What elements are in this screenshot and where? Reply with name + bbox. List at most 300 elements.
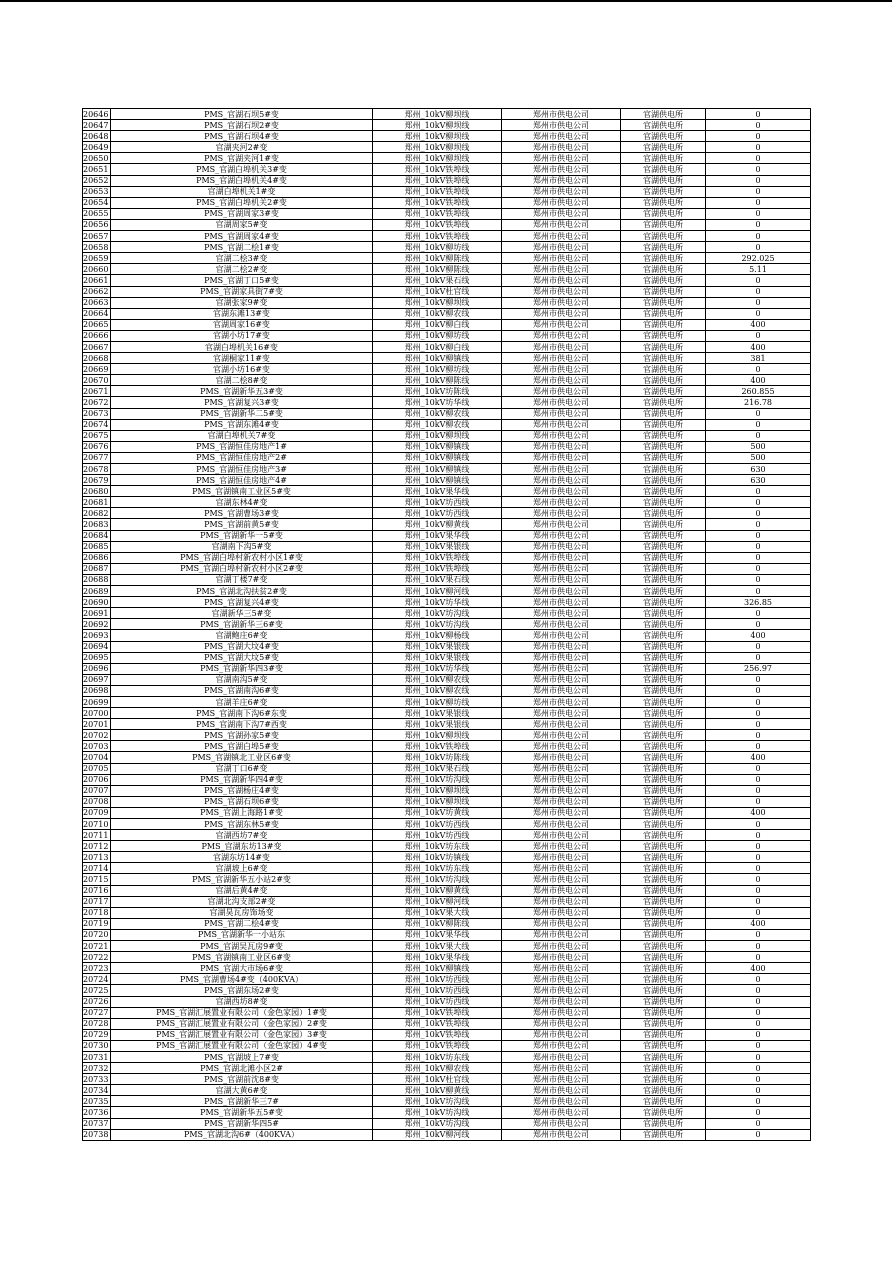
feeder-line-cell: 郑州_10kV坊沟线	[373, 1096, 502, 1107]
company-cell: 郑州市供电公司	[502, 475, 621, 486]
table-row	[83, 297, 811, 308]
feeder-line-cell: 郑州_10kV铁埠线	[373, 175, 502, 186]
row-number-cell: 20683	[83, 519, 111, 530]
transformer-name-cell: PMS_官湖恒佳房地产4#	[111, 475, 373, 486]
table-row	[83, 719, 811, 730]
company-cell: 郑州市供电公司	[502, 1018, 621, 1029]
table-row	[83, 164, 811, 175]
station-cell: 官湖供电所	[621, 918, 706, 929]
row-number-cell: 20661	[83, 275, 111, 286]
table-row	[83, 586, 811, 597]
row-number-cell: 20690	[83, 597, 111, 608]
company-cell: 郑州市供电公司	[502, 253, 621, 264]
transformer-name-cell: 官湖南下沟5#变	[111, 541, 373, 552]
transformer-name-cell: PMS_官湖新华三6#变	[111, 619, 373, 630]
company-cell: 郑州市供电公司	[502, 1085, 621, 1096]
station-cell: 官湖供电所	[621, 1040, 706, 1051]
row-number-cell: 20695	[83, 652, 111, 663]
transformer-name-cell: PMS_官湖新华五5#变	[111, 1107, 373, 1118]
station-cell: 官湖供电所	[621, 874, 706, 885]
feeder-line-cell: 郑州_10kV柳镇线	[373, 963, 502, 974]
capacity-cell: 0	[706, 308, 811, 319]
row-number-cell: 20654	[83, 197, 111, 208]
transformer-name-cell: PMS_官湖镇南工业区6#变	[111, 952, 373, 963]
table-row	[83, 841, 811, 852]
capacity-cell: 0	[706, 1029, 811, 1040]
station-cell: 官湖供电所	[621, 974, 706, 985]
table-row	[83, 730, 811, 741]
capacity-cell: 0	[706, 120, 811, 131]
feeder-line-cell: 郑州_10kV铁埠线	[373, 563, 502, 574]
station-cell: 官湖供电所	[621, 563, 706, 574]
row-number-cell: 20675	[83, 430, 111, 441]
company-cell: 郑州市供电公司	[502, 674, 621, 685]
table-row	[83, 907, 811, 918]
row-number-cell: 20656	[83, 219, 111, 230]
capacity-cell: 260.855	[706, 386, 811, 397]
table-row	[83, 497, 811, 508]
station-cell: 官湖供电所	[621, 1018, 706, 1029]
station-cell: 官湖供电所	[621, 663, 706, 674]
row-number-cell: 20726	[83, 996, 111, 1007]
capacity-cell: 0	[706, 430, 811, 441]
station-cell: 官湖供电所	[621, 885, 706, 896]
feeder-line-cell: 郑州_10kV铁埠线	[373, 208, 502, 219]
company-cell: 郑州市供电公司	[502, 109, 621, 120]
table-row	[83, 1074, 811, 1085]
company-cell: 郑州市供电公司	[502, 796, 621, 807]
table-row	[83, 996, 811, 1007]
capacity-cell: 0	[706, 1107, 811, 1118]
feeder-line-cell: 郑州_10kV果大线	[373, 941, 502, 952]
row-number-cell: 20716	[83, 885, 111, 896]
feeder-line-cell: 郑州_10kV柳坝线	[373, 730, 502, 741]
row-number-cell: 20662	[83, 286, 111, 297]
company-cell: 郑州市供电公司	[502, 608, 621, 619]
row-number-cell: 20657	[83, 231, 111, 242]
capacity-cell: 0	[706, 142, 811, 153]
row-number-cell: 20702	[83, 730, 111, 741]
transformer-name-cell: 官湖张家9#变	[111, 297, 373, 308]
company-cell: 郑州市供电公司	[502, 696, 621, 707]
transformer-name-cell: PMS_官湖新华四4#变	[111, 774, 373, 785]
row-number-cell: 20710	[83, 819, 111, 830]
feeder-line-cell: 郑州_10kV柳农线	[373, 674, 502, 685]
station-cell: 官湖供电所	[621, 153, 706, 164]
station-cell: 官湖供电所	[621, 774, 706, 785]
capacity-cell: 0	[706, 408, 811, 419]
row-number-cell: 20700	[83, 708, 111, 719]
row-number-cell: 20691	[83, 608, 111, 619]
transformer-name-cell: 官湖丁口6#变	[111, 763, 373, 774]
transformer-name-cell: PMS_官湖上海路1#变	[111, 807, 373, 818]
company-cell: 郑州市供电公司	[502, 386, 621, 397]
feeder-line-cell: 郑州_10kV果银线	[373, 541, 502, 552]
row-number-cell: 20686	[83, 552, 111, 563]
table-row	[83, 1096, 811, 1107]
transformer-name-cell: 官湖大黄6#变	[111, 1085, 373, 1096]
capacity-cell: 500	[706, 452, 811, 463]
feeder-line-cell: 郑州_10kV果华线	[373, 486, 502, 497]
row-number-cell: 20665	[83, 319, 111, 330]
transformer-name-cell: PMS_官湖南下沟7#西变	[111, 719, 373, 730]
row-number-cell: 20659	[83, 253, 111, 264]
transformer-name-cell: PMS_官湖南下沟6#东变	[111, 708, 373, 719]
station-cell: 官湖供电所	[621, 752, 706, 763]
station-cell: 官湖供电所	[621, 830, 706, 841]
transformer-name-cell: 官湖二桧3#变	[111, 253, 373, 264]
capacity-cell: 400	[706, 752, 811, 763]
row-number-cell: 20704	[83, 752, 111, 763]
station-cell: 官湖供电所	[621, 353, 706, 364]
station-cell: 官湖供电所	[621, 963, 706, 974]
station-cell: 官湖供电所	[621, 674, 706, 685]
station-cell: 官湖供电所	[621, 408, 706, 419]
capacity-cell: 0	[706, 419, 811, 430]
capacity-cell: 0	[706, 785, 811, 796]
station-cell: 官湖供电所	[621, 785, 706, 796]
row-number-cell: 20725	[83, 985, 111, 996]
table-row	[83, 674, 811, 685]
table-row	[83, 219, 811, 230]
feeder-line-cell: 郑州_10kV柳镇线	[373, 452, 502, 463]
capacity-cell: 0	[706, 1129, 811, 1140]
company-cell: 郑州市供电公司	[502, 120, 621, 131]
company-cell: 郑州市供电公司	[502, 730, 621, 741]
row-number-cell: 20714	[83, 863, 111, 874]
capacity-cell: 0	[706, 552, 811, 563]
row-number-cell: 20684	[83, 530, 111, 541]
company-cell: 郑州市供电公司	[502, 364, 621, 375]
transformer-name-cell: PMS_官湖东林5#变	[111, 819, 373, 830]
station-cell: 官湖供电所	[621, 941, 706, 952]
transformer-name-cell: PMS_官湖家具街7#变	[111, 286, 373, 297]
row-number-cell: 20708	[83, 796, 111, 807]
capacity-cell: 400	[706, 319, 811, 330]
capacity-cell: 0	[706, 486, 811, 497]
feeder-line-cell: 郑州_10kV柳坝线	[373, 142, 502, 153]
transformer-name-cell: PMS_官湖南沟6#变	[111, 685, 373, 696]
capacity-cell: 0	[706, 863, 811, 874]
capacity-cell: 400	[706, 630, 811, 641]
feeder-line-cell: 郑州_10kV铁埠线	[373, 164, 502, 175]
capacity-cell: 0	[706, 1074, 811, 1085]
transformer-name-cell: PMS_官湖二桧4#变	[111, 918, 373, 929]
company-cell: 郑州市供电公司	[502, 231, 621, 242]
feeder-line-cell: 郑州_10kV柳坝线	[373, 131, 502, 142]
company-cell: 郑州市供电公司	[502, 907, 621, 918]
company-cell: 郑州市供电公司	[502, 341, 621, 352]
station-cell: 官湖供电所	[621, 486, 706, 497]
station-cell: 官湖供电所	[621, 197, 706, 208]
row-number-cell: 20677	[83, 452, 111, 463]
row-number-cell: 20658	[83, 242, 111, 253]
feeder-line-cell: 郑州_10kV坊西线	[373, 819, 502, 830]
row-number-cell: 20698	[83, 685, 111, 696]
table-row	[83, 630, 811, 641]
transformer-name-cell: 官湖白埠机关1#变	[111, 186, 373, 197]
company-cell: 郑州市供电公司	[502, 819, 621, 830]
capacity-cell: 0	[706, 985, 811, 996]
table-row	[83, 397, 811, 408]
station-cell: 官湖供电所	[621, 1085, 706, 1096]
feeder-line-cell: 郑州_10kV铁埠线	[373, 186, 502, 197]
row-number-cell: 20679	[83, 475, 111, 486]
capacity-cell: 0	[706, 275, 811, 286]
feeder-line-cell: 郑州_10kV柳镇线	[373, 464, 502, 475]
capacity-cell: 0	[706, 364, 811, 375]
transformer-name-cell: 官湖周家16#变	[111, 319, 373, 330]
row-number-cell: 20719	[83, 918, 111, 929]
station-cell: 官湖供电所	[621, 341, 706, 352]
station-cell: 官湖供电所	[621, 852, 706, 863]
station-cell: 官湖供电所	[621, 896, 706, 907]
transformer-name-cell: 官湖夹河2#变	[111, 142, 373, 153]
transformer-name-cell: PMS_官湖新华一5#变	[111, 530, 373, 541]
feeder-line-cell: 郑州_10kV果石线	[373, 574, 502, 585]
capacity-cell: 0	[706, 330, 811, 341]
feeder-line-cell: 郑州_10kV坊黄线	[373, 807, 502, 818]
station-cell: 官湖供电所	[621, 608, 706, 619]
row-number-cell: 20667	[83, 341, 111, 352]
feeder-line-cell: 郑州_10kV坊东线	[373, 863, 502, 874]
station-cell: 官湖供电所	[621, 574, 706, 585]
table-row	[83, 963, 811, 974]
feeder-line-cell: 郑州_10kV坊华线	[373, 397, 502, 408]
table-row	[83, 530, 811, 541]
transformer-name-cell: 官湖西坊7#变	[111, 830, 373, 841]
station-cell: 官湖供电所	[621, 219, 706, 230]
table-row	[83, 863, 811, 874]
feeder-line-cell: 郑州_10kV果华线	[373, 952, 502, 963]
company-cell: 郑州市供电公司	[502, 408, 621, 419]
row-number-cell: 20694	[83, 641, 111, 652]
station-cell: 官湖供电所	[621, 497, 706, 508]
feeder-line-cell: 郑州_10kV柳黄线	[373, 885, 502, 896]
capacity-cell: 400	[706, 918, 811, 929]
station-cell: 官湖供电所	[621, 508, 706, 519]
capacity-cell: 400	[706, 963, 811, 974]
feeder-line-cell: 郑州_10kV果银线	[373, 641, 502, 652]
company-cell: 郑州市供电公司	[502, 708, 621, 719]
feeder-line-cell: 郑州_10kV柳坝线	[373, 109, 502, 120]
row-number-cell: 20733	[83, 1074, 111, 1085]
capacity-cell: 630	[706, 475, 811, 486]
row-number-cell: 20670	[83, 375, 111, 386]
row-number-cell: 20712	[83, 841, 111, 852]
station-cell: 官湖供电所	[621, 807, 706, 818]
company-cell: 郑州市供电公司	[502, 863, 621, 874]
capacity-cell: 0	[706, 741, 811, 752]
capacity-cell: 0	[706, 608, 811, 619]
company-cell: 郑州市供电公司	[502, 464, 621, 475]
row-number-cell: 20715	[83, 874, 111, 885]
transformer-name-cell: 官湖北沟支部2#变	[111, 896, 373, 907]
row-number-cell: 20681	[83, 497, 111, 508]
feeder-line-cell: 郑州_10kV果银线	[373, 652, 502, 663]
table-row	[83, 1051, 811, 1062]
station-cell: 官湖供电所	[621, 530, 706, 541]
transformer-name-cell: 官湖东林4#变	[111, 497, 373, 508]
company-cell: 郑州市供电公司	[502, 375, 621, 386]
feeder-line-cell: 郑州_10kV柳农线	[373, 308, 502, 319]
transformer-name-cell: PMS_官湖汇展置业有限公司（金色家园）2#变	[111, 1018, 373, 1029]
table-row	[83, 807, 811, 818]
company-cell: 郑州市供电公司	[502, 885, 621, 896]
company-cell: 郑州市供电公司	[502, 1074, 621, 1085]
capacity-cell: 0	[706, 796, 811, 807]
company-cell: 郑州市供电公司	[502, 486, 621, 497]
row-number-cell: 20678	[83, 464, 111, 475]
table-row	[83, 231, 811, 242]
station-cell: 官湖供电所	[621, 386, 706, 397]
table-row	[83, 752, 811, 763]
table-row	[83, 452, 811, 463]
station-cell: 官湖供电所	[621, 685, 706, 696]
station-cell: 官湖供电所	[621, 308, 706, 319]
station-cell: 官湖供电所	[621, 397, 706, 408]
transformer-name-cell: PMS_官湖白埠机关3#变	[111, 164, 373, 175]
table-row	[83, 508, 811, 519]
station-cell: 官湖供电所	[621, 730, 706, 741]
transformer-name-cell: PMS_官湖恒佳房地产1#	[111, 441, 373, 452]
table-row	[83, 341, 811, 352]
company-cell: 郑州市供电公司	[502, 896, 621, 907]
table-row	[83, 253, 811, 264]
feeder-line-cell: 郑州_10kV铁埠线	[373, 1018, 502, 1029]
company-cell: 郑州市供电公司	[502, 1129, 621, 1140]
capacity-cell: 0	[706, 1007, 811, 1018]
station-cell: 官湖供电所	[621, 142, 706, 153]
row-number-cell: 20717	[83, 896, 111, 907]
transformer-name-cell: PMS_官湖白埠5#变	[111, 741, 373, 752]
station-cell: 官湖供电所	[621, 819, 706, 830]
station-cell: 官湖供电所	[621, 708, 706, 719]
transformer-name-cell: PMS_官湖夹河1#变	[111, 153, 373, 164]
station-cell: 官湖供电所	[621, 907, 706, 918]
transformer-name-cell: PMS_官湖东场2#变	[111, 985, 373, 996]
table-row	[83, 430, 811, 441]
company-cell: 郑州市供电公司	[502, 1040, 621, 1051]
transformer-name-cell: PMS_官湖周家3#变	[111, 208, 373, 219]
company-cell: 郑州市供电公司	[502, 286, 621, 297]
capacity-cell: 0	[706, 696, 811, 707]
company-cell: 郑州市供电公司	[502, 841, 621, 852]
capacity-cell: 0	[706, 1040, 811, 1051]
transformer-name-cell: PMS_官湖恒佳房地产2#	[111, 452, 373, 463]
table-row	[83, 541, 811, 552]
transformer-name-cell: PMS_官湖新华四5#	[111, 1118, 373, 1129]
row-number-cell: 20676	[83, 441, 111, 452]
row-number-cell: 20689	[83, 586, 111, 597]
row-number-cell: 20732	[83, 1063, 111, 1074]
transformer-name-cell: PMS_官湖曹场3#变	[111, 508, 373, 519]
table-row	[83, 763, 811, 774]
feeder-line-cell: 郑州_10kV铁埠线	[373, 231, 502, 242]
capacity-cell: 0	[706, 907, 811, 918]
company-cell: 郑州市供电公司	[502, 652, 621, 663]
feeder-line-cell: 郑州_10kV坊西线	[373, 830, 502, 841]
station-cell: 官湖供电所	[621, 208, 706, 219]
page-top-border	[0, 0, 892, 2]
table-row	[83, 319, 811, 330]
capacity-cell: 0	[706, 929, 811, 940]
feeder-line-cell: 郑州_10kV果银线	[373, 719, 502, 730]
capacity-cell: 0	[706, 952, 811, 963]
station-cell: 官湖供电所	[621, 541, 706, 552]
transformer-name-cell: 官湖小坊16#变	[111, 364, 373, 375]
transformer-name-cell: 官湖后黄4#变	[111, 885, 373, 896]
row-number-cell: 20647	[83, 120, 111, 131]
feeder-line-cell: 郑州_10kV柳农线	[373, 419, 502, 430]
row-number-cell: 20680	[83, 486, 111, 497]
table-row	[83, 696, 811, 707]
capacity-cell: 0	[706, 830, 811, 841]
feeder-line-cell: 郑州_10kV柳坝线	[373, 785, 502, 796]
company-cell: 郑州市供电公司	[502, 1107, 621, 1118]
feeder-line-cell: 郑州_10kV坊华线	[373, 663, 502, 674]
feeder-line-cell: 郑州_10kV坊沟线	[373, 608, 502, 619]
company-cell: 郑州市供电公司	[502, 297, 621, 308]
company-cell: 郑州市供电公司	[502, 597, 621, 608]
capacity-cell: 0	[706, 219, 811, 230]
transformer-name-cell: 官湖南沟5#变	[111, 674, 373, 685]
station-cell: 官湖供电所	[621, 1007, 706, 1018]
transformer-table	[82, 108, 811, 1141]
feeder-line-cell: 郑州_10kV杜官线	[373, 286, 502, 297]
feeder-line-cell: 郑州_10kV坊东线	[373, 841, 502, 852]
company-cell: 郑州市供电公司	[502, 641, 621, 652]
transformer-name-cell: 官湖二桧2#变	[111, 264, 373, 275]
feeder-line-cell: 郑州_10kV坊沟线	[373, 774, 502, 785]
feeder-line-cell: 郑州_10kV果石线	[373, 275, 502, 286]
transformer-name-cell: PMS_官湖前沈8#变	[111, 1074, 373, 1085]
table-row	[83, 597, 811, 608]
row-number-cell: 20709	[83, 807, 111, 818]
capacity-cell: 256.97	[706, 663, 811, 674]
station-cell: 官湖供电所	[621, 841, 706, 852]
table-row	[83, 874, 811, 885]
row-number-cell: 20729	[83, 1029, 111, 1040]
company-cell: 郑州市供电公司	[502, 330, 621, 341]
feeder-line-cell: 郑州_10kV铁埠线	[373, 552, 502, 563]
row-number-cell: 20649	[83, 142, 111, 153]
company-cell: 郑州市供电公司	[502, 197, 621, 208]
row-number-cell: 20682	[83, 508, 111, 519]
table-row	[83, 131, 811, 142]
company-cell: 郑州市供电公司	[502, 419, 621, 430]
station-cell: 官湖供电所	[621, 763, 706, 774]
row-number-cell: 20735	[83, 1096, 111, 1107]
station-cell: 官湖供电所	[621, 231, 706, 242]
feeder-line-cell: 郑州_10kV坊西线	[373, 996, 502, 1007]
transformer-name-cell: 官湖羊庄6#变	[111, 696, 373, 707]
station-cell: 官湖供电所	[621, 519, 706, 530]
company-cell: 郑州市供电公司	[502, 996, 621, 1007]
capacity-cell: 0	[706, 497, 811, 508]
table-row	[83, 918, 811, 929]
table-row	[83, 120, 811, 131]
capacity-cell: 0	[706, 774, 811, 785]
table-row	[83, 1085, 811, 1096]
station-cell: 官湖供电所	[621, 796, 706, 807]
company-cell: 郑州市供电公司	[502, 397, 621, 408]
capacity-cell: 326.85	[706, 597, 811, 608]
table-row	[83, 985, 811, 996]
station-cell: 官湖供电所	[621, 186, 706, 197]
station-cell: 官湖供电所	[621, 319, 706, 330]
station-cell: 官湖供电所	[621, 641, 706, 652]
